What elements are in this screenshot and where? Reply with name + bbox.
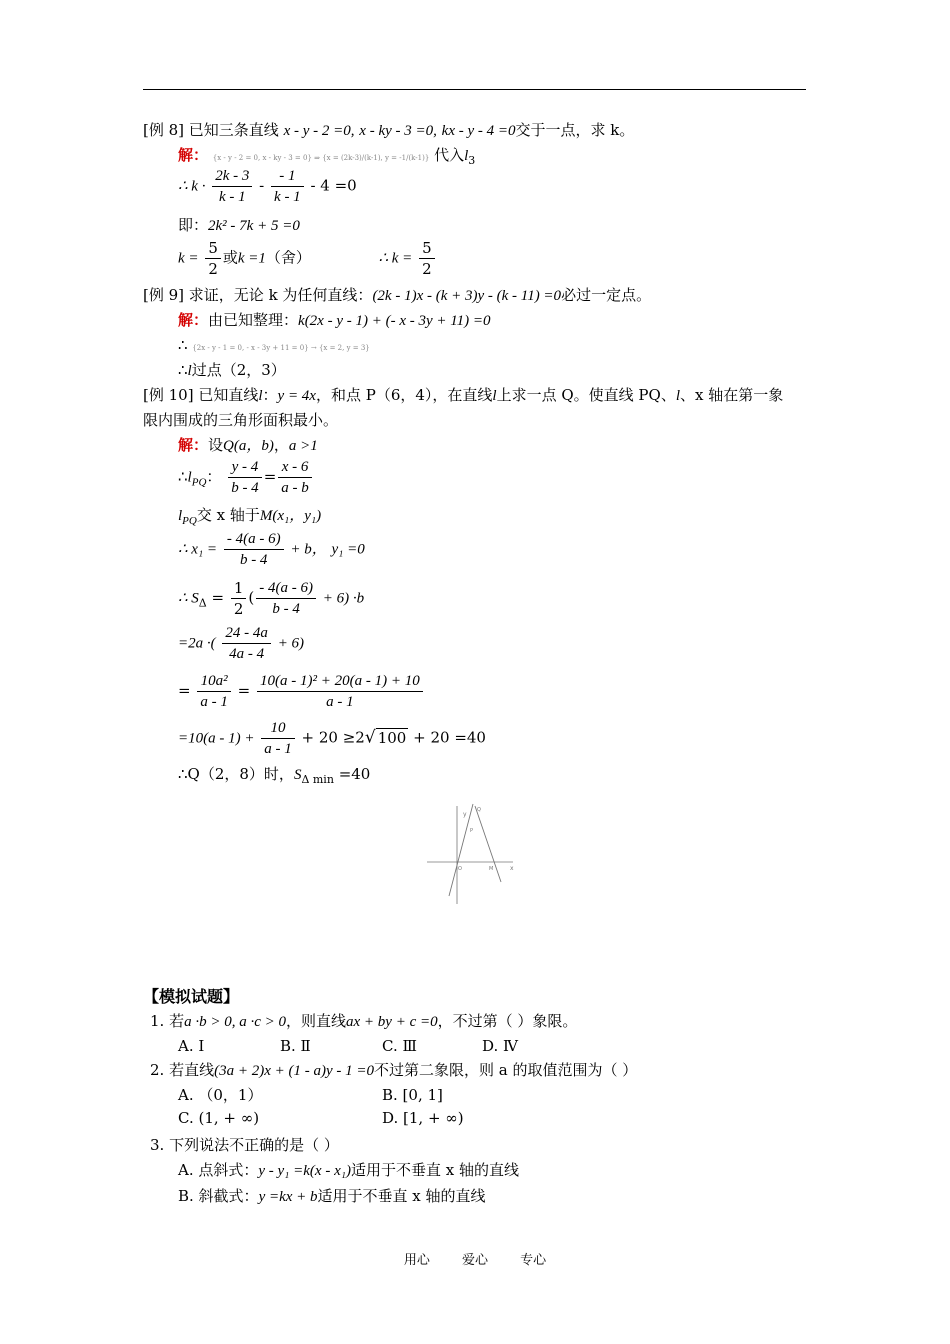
solution-label: 解： xyxy=(178,146,209,164)
ex10-solution: 解：设Q(a，b)，a >1 xyxy=(178,436,318,454)
q1-option-c: C. Ⅲ xyxy=(382,1037,417,1055)
ex10-step4: ∴ $S_\Delta$ = $\frac{1}{2}$ ( $\frac{- 4(a - 6)}{b - 4}$ + 6) ·b xyxy=(178,579,365,618)
fraction: $\frac{10}{a - 1}$ xyxy=(261,718,295,759)
q1-option-a: A. Ⅰ xyxy=(178,1037,205,1055)
origin-label: O xyxy=(458,866,462,872)
ex8-step2: 即：2k² - 7k + 5 =0 xyxy=(178,216,300,234)
fraction: $\frac{y - 4}{b - 4}$ xyxy=(228,457,262,498)
ex9-conclusion: ∴l过点（2，3） xyxy=(178,361,286,379)
p-label: P xyxy=(470,828,474,834)
ex8-label: [例 8] xyxy=(143,121,185,139)
fraction: $\frac{5}{2}$ xyxy=(205,238,221,279)
fraction: $\frac{\text{10(a - 1)² + 20(a - 1) + 10}}{a - 1}$ xyxy=(257,671,423,712)
ex10-problem: [例 10] 已知直线l：y = 4x，和点 P（6，4），在直线l上求一点 Q。使直线 PQ、l、x 轴在第一象 xyxy=(143,386,784,404)
ex8-solution-start: 解： {x - y - 2 = 0, x - ky - 3 = 0} ⇒ {x = (2k-3)/(k-1), y = -1/(k-1)} 代入$l_3$ xyxy=(178,146,476,167)
q2-option-d: D. [1, + ∞) xyxy=(382,1109,464,1127)
ex9-system: ∴ {2x - y - 1 = 0, - x - 3y + 11 = 0} → {x = 2, y = 3} xyxy=(178,336,370,354)
q-label: Q xyxy=(477,807,481,813)
ex10-step3: ∴ x₁ = $\frac{- 4(a - 6)}{b - 4}$ + b， y₁ =0 xyxy=(178,531,365,568)
q1: 1. 若a ·b > 0, a ·c > 0，则直线ax + by + c =0，不过第（ ）象限。 xyxy=(150,1012,578,1030)
header-rule xyxy=(143,89,806,90)
q2-option-a: A. （0，1） xyxy=(178,1086,263,1104)
q3-option-b: B. 斜截式：y =kx + b适用于不垂直 x 轴的直线 xyxy=(178,1187,486,1205)
q1-option-b: B. Ⅱ xyxy=(280,1037,311,1055)
ex8-problem: [例 8] 已知三条直线 x - y - 2 =0, x - ky - 3 =0, kx - y - 4 =0交于一点，求 k。 xyxy=(143,121,635,139)
line-l xyxy=(449,804,473,896)
faint-system: {x - y - 2 = 0, x - ky - 3 = 0} ⇒ {x = (2k-3)/(k-1), y = -1/(k-1)} xyxy=(212,154,430,162)
q1-option-d: D. Ⅳ xyxy=(482,1037,519,1055)
line-diagram xyxy=(425,800,520,908)
mock-heading: 【模拟试题】 xyxy=(143,987,240,1006)
q2-option-b: B. [0, 1] xyxy=(382,1086,443,1104)
ex10-step6: = $\frac{\text{10a²}}{a - 1}$ = $\frac{\text{10(a - 1)² + 20(a - 1) + 10}}{a - 1}$ xyxy=(178,671,425,712)
ex9-problem: [例 9] 求证，无论 k 为任何直线：(2k - 1)x - (k + 3)y - (k - 11) =0必过一定点。 xyxy=(143,286,652,304)
fraction: $\frac{5}{2}$ xyxy=(419,238,435,279)
fraction: $\frac{x - 6}{a - b}$ xyxy=(278,457,312,498)
fraction: $\frac{- 1}{k - 1}$ xyxy=(271,166,304,207)
q3-option-a: A. 点斜式：y - y₁ =k(x - x₁)适用于不垂直 x 轴的直线 xyxy=(178,1161,519,1179)
page-footer xyxy=(0,1249,950,1268)
ex8-step1: ∴ k · $\frac{2k - 3}{k - 1}$ - $\frac{- 1}{k - 1}$ - 4 =0 xyxy=(178,168,357,205)
m-label: M xyxy=(489,866,494,872)
fraction: $\frac{- 4(a - 6)}{b - 4}$ xyxy=(256,578,316,619)
x-axis-label: x xyxy=(510,865,514,872)
footer-word: 专心 xyxy=(520,1253,547,1268)
faint-system: {2x - y - 1 = 0, - x - 3y + 11 = 0} → {x = 2, y = 3} xyxy=(192,344,370,352)
fraction: $\frac{- 4(a - 6)}{b - 4}$ xyxy=(224,529,284,570)
fraction: $\frac{1}{2}$ xyxy=(231,578,247,619)
y-axis-label: y xyxy=(463,811,467,818)
ex10-step1: $\therefore l_{PQ}$： $\frac{y - 4}{b - 4}$ = $\frac{x - 6}{a - b}$ xyxy=(178,457,314,498)
footer-word: 用心 xyxy=(403,1253,430,1268)
solution-label: 解： xyxy=(178,311,209,329)
line-pq xyxy=(475,806,501,882)
ex10-problem-line2: 限内围成的三角形面积最小。 xyxy=(143,411,339,429)
q2-option-c: C. (1, + ∞) xyxy=(178,1109,260,1127)
fraction: $\frac{24 - 4a}{4a - 4}$ xyxy=(222,623,271,664)
fraction: $\frac{\text{10a²}}{a - 1}$ xyxy=(197,671,231,712)
ex9-solution: 解：由已知整理：k(2x - y - 1) + (- x - 3y + 11) =0 xyxy=(178,311,491,329)
ex9-label: [例 9] xyxy=(143,286,185,304)
ex10-step2: $l_{PQ}$交 x 轴于M(x₁，y₁) xyxy=(178,506,322,527)
ex10-step7: =10(a - 1) + $\frac{10}{a - 1}$ + 20 ≥2√ 100 + 20 =40 xyxy=(178,720,486,757)
footer-word: 爱心 xyxy=(461,1253,488,1268)
fraction: $\frac{2k - 3}{k - 1}$ xyxy=(212,166,252,207)
q2: 2. 若直线(3a + 2)x + (1 - a)y - 1 =0不过第二象限，则 a 的取值范围为（ ） xyxy=(150,1061,638,1079)
ex10-label: [例 10] xyxy=(143,386,194,404)
q3: 3. 下列说法不正确的是（ ） xyxy=(150,1136,339,1154)
ex10-step5: =2a ·( $\frac{24 - 4a}{4a - 4}$ + 6) xyxy=(178,625,305,662)
ex8-step3: k = $\frac{5}{2}$ 或k =1（舍） ∴ k = $\frac{5}{2}$ xyxy=(178,238,437,279)
solution-label: 解： xyxy=(178,436,209,454)
ex10-conclusion: ∴Q（2，8）时，$S_{\Delta min} =40$ xyxy=(178,765,371,786)
